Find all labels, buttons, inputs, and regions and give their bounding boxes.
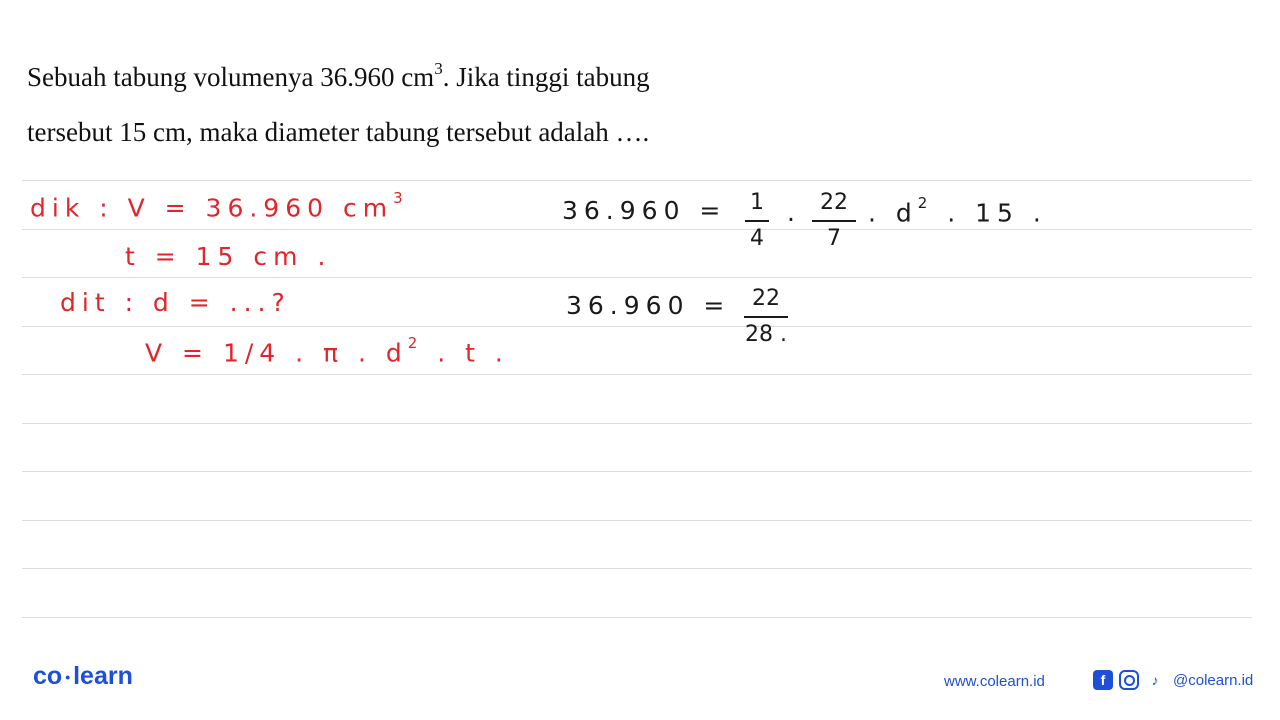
fraction-numerator: 22 — [752, 286, 780, 311]
question-text — [27, 50, 787, 160]
step1-fraction-quarter — [745, 192, 769, 250]
step1-lhs: 36.960 = — [562, 196, 727, 225]
volume-formula-exponent: 2 — [407, 334, 424, 352]
volume-formula-end: . t . — [423, 338, 509, 368]
question-line-2: tersebut 15 cm, maka diameter tabung tersebut adalah …. — [27, 117, 650, 147]
tiktok-icon[interactable]: ♪ — [1151, 672, 1159, 688]
notebook-rule — [22, 180, 1252, 181]
social-links — [1093, 670, 1253, 690]
question-line-1 — [27, 50, 787, 105]
fraction-numerator: 22 — [820, 190, 848, 215]
notebook-rule — [22, 374, 1252, 375]
volume-formula — [145, 334, 509, 368]
logo-learn: learn — [73, 662, 133, 690]
fraction-denominator: 7 — [827, 226, 841, 251]
notebook-rule — [22, 229, 1252, 230]
step1-rest-end: . 15 . — [933, 198, 1047, 228]
step1-rest-start: . d — [868, 198, 918, 228]
step2-fraction — [744, 288, 788, 346]
given-volume-text: dik : V = 36.960 cm — [30, 193, 394, 223]
facebook-icon[interactable]: f — [1093, 670, 1113, 690]
step1-rest — [868, 194, 1047, 228]
notebook-rule — [22, 568, 1252, 569]
website-link[interactable]: www.colearn.id — [944, 673, 1045, 690]
step1-fraction-pi — [812, 192, 856, 250]
step2-lhs: 36.960 = — [566, 291, 731, 320]
colearn-logo[interactable] — [33, 662, 133, 691]
fraction-bar — [812, 220, 856, 222]
fraction-numerator: 1 — [750, 190, 764, 215]
given-volume — [30, 189, 409, 223]
question-line-1-start: Sebuah tabung volumenya 36.960 cm — [27, 62, 435, 92]
notebook-rule — [22, 520, 1252, 521]
given-volume-exponent: 3 — [393, 189, 409, 207]
asked-diameter: dit : d = ...? — [60, 288, 291, 317]
notebook-rule — [22, 326, 1252, 327]
question-line-1-end: . Jika tinggi tabung — [442, 62, 650, 92]
notebook-rule — [22, 423, 1252, 424]
volume-formula-start: V = 1/4 . π . d — [145, 338, 408, 368]
notebook-rule — [22, 617, 1252, 618]
fraction-denominator: 4 — [750, 226, 764, 251]
question-line-1-exponent: 3 — [434, 59, 443, 78]
step1-dot: . — [787, 198, 801, 227]
footer — [0, 660, 1280, 700]
logo-co: co — [33, 662, 63, 690]
instagram-icon[interactable] — [1119, 670, 1139, 690]
social-handle[interactable]: @colearn.id — [1173, 671, 1254, 689]
notebook-rule — [22, 277, 1252, 278]
fraction-bar — [744, 316, 788, 318]
fraction-denominator: 28 . — [745, 322, 787, 347]
notebook-rule — [22, 471, 1252, 472]
given-height: t = 15 cm . — [125, 242, 332, 271]
fraction-bar — [745, 220, 769, 222]
step1-rest-exponent: 2 — [917, 194, 934, 212]
logo-dot: • — [65, 669, 71, 686]
